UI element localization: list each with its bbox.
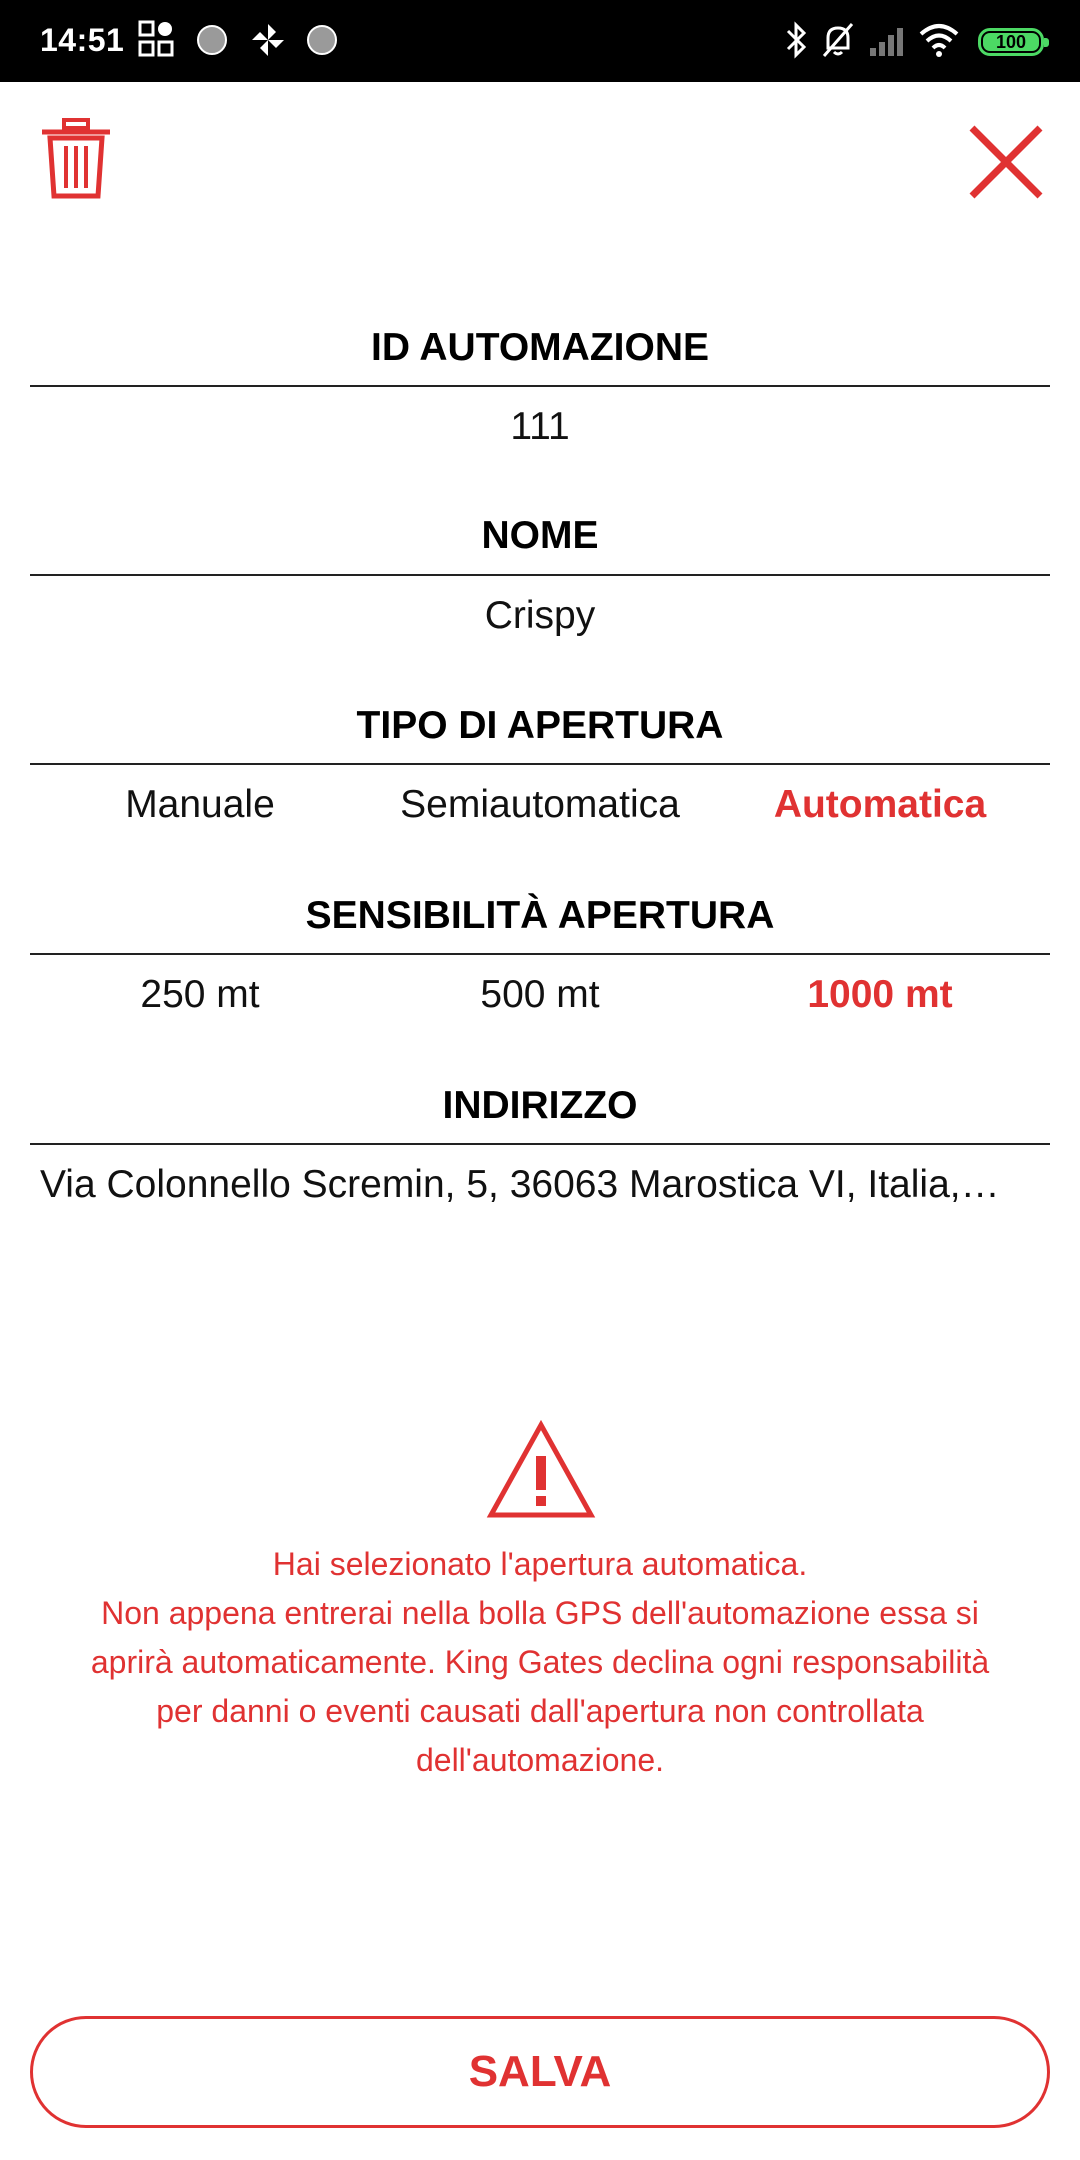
option-automatica[interactable]: Automatica: [773, 783, 987, 826]
muted-bell-icon: [820, 20, 856, 60]
divider: [30, 953, 1050, 955]
pinwheel-icon: [248, 20, 288, 60]
warning-line: Non appena entrerai nella bolla GPS dell'automazione essa si: [101, 1595, 979, 1631]
qr-grid-icon: [138, 20, 174, 60]
warning-line: Hai selezionato l'apertura automatica.: [272, 1546, 808, 1582]
name-label: NOME: [481, 514, 599, 557]
signal-icon: [868, 20, 908, 60]
warning-line: per danni o eventi causati dall'apertura non controllata: [156, 1693, 924, 1729]
warning-line: dell'automazione.: [415, 1742, 665, 1778]
name-field-wrapper: [0, 594, 1080, 638]
divider: [30, 385, 1050, 387]
circle-icon: [194, 20, 230, 60]
delete-button[interactable]: [40, 118, 112, 200]
option-500mt[interactable]: 500 mt: [480, 973, 600, 1016]
option-250mt[interactable]: 250 mt: [140, 973, 260, 1016]
status-bar: [0, 0, 1080, 82]
bluetooth-icon: [784, 20, 810, 60]
battery-icon: [978, 28, 1044, 56]
status-time: 14:51: [40, 22, 125, 58]
save-button[interactable]: SALVA: [30, 2016, 1050, 2128]
option-semiautomatica[interactable]: Semiautomatica: [400, 783, 680, 826]
divider: [30, 574, 1050, 576]
warning-message: [40, 1540, 1040, 1785]
option-manuale[interactable]: Manuale: [125, 783, 275, 826]
battery-tip: [1044, 38, 1049, 47]
close-button[interactable]: [966, 122, 1046, 202]
wifi-icon: [918, 20, 960, 60]
trash-icon: [40, 118, 112, 200]
id-value: 111: [510, 405, 570, 448]
name-input[interactable]: [0, 594, 1080, 638]
warning-line: aprirà automaticamente. King Gates declina ogni responsabilità: [90, 1644, 990, 1680]
address-label: INDIRIZZO: [442, 1084, 638, 1127]
divider: [30, 1143, 1050, 1145]
status-right-icons: [784, 20, 1044, 64]
circle-icon: [304, 20, 340, 60]
sensitivity-label: SENSIBILITÀ APERTURA: [305, 894, 775, 937]
opening-type-label: TIPO DI APERTURA: [356, 704, 724, 747]
id-label: ID AUTOMAZIONE: [371, 326, 709, 369]
warning-triangle-icon: [486, 1420, 596, 1520]
divider: [30, 763, 1050, 765]
close-icon: [966, 122, 1046, 202]
option-1000mt[interactable]: 1000 mt: [807, 973, 953, 1016]
battery-level: 100: [983, 33, 1039, 51]
address-field[interactable]: Via Colonnello Scremin, 5, 36063 Marostica VI, Italia,…: [40, 1163, 1000, 1206]
